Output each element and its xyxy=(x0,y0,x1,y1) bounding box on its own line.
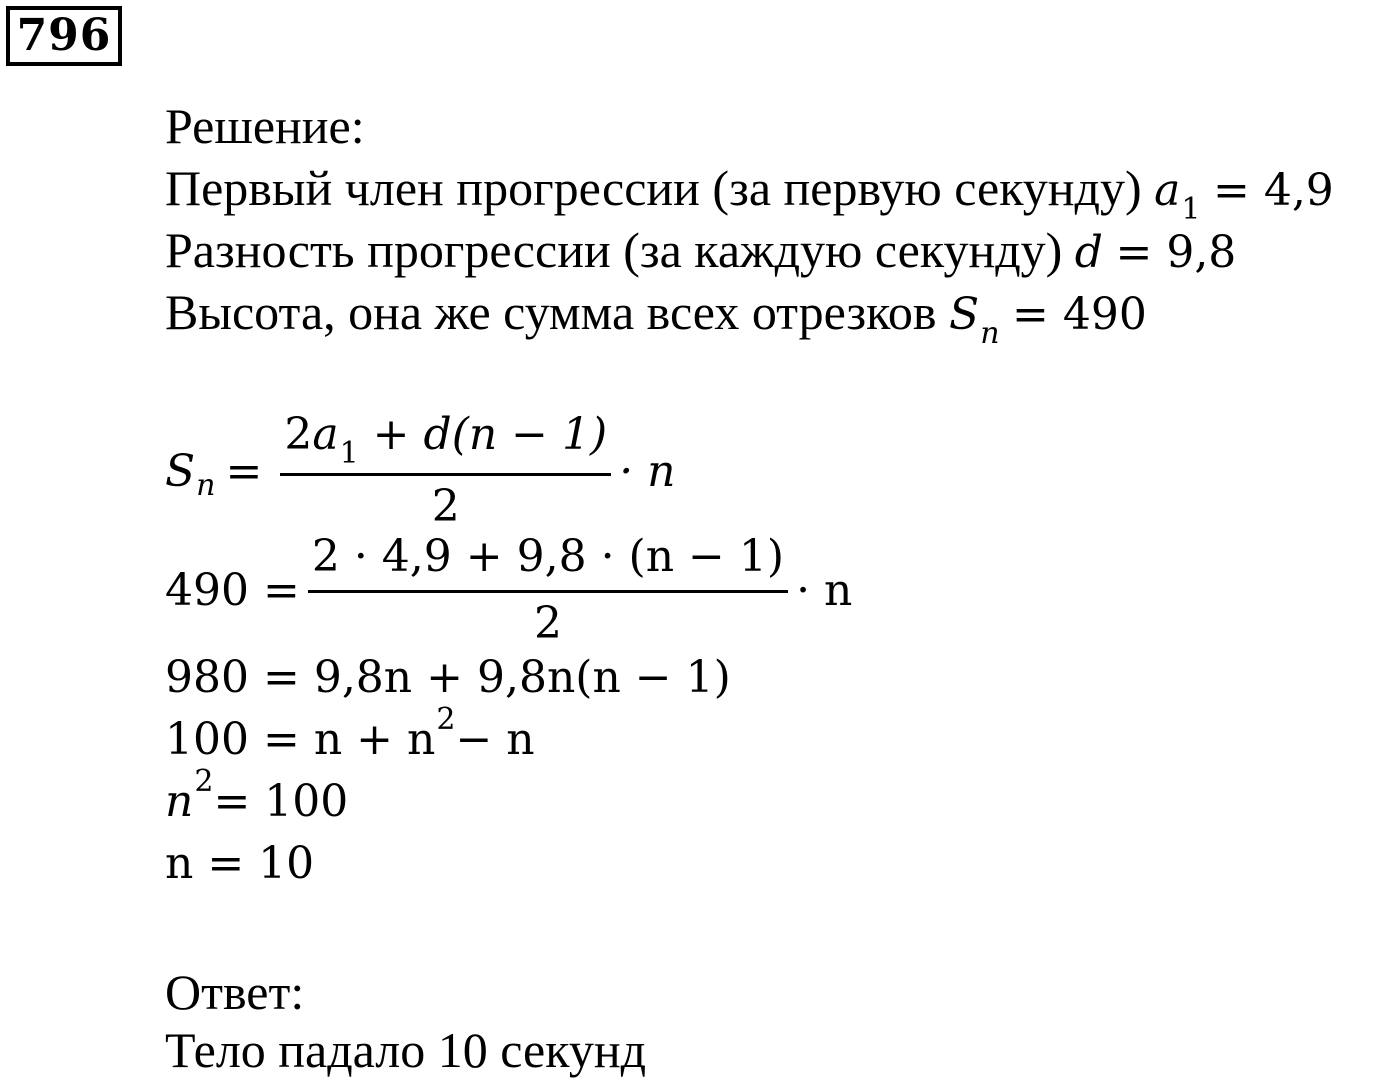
given-sum-value: = 490 xyxy=(1012,289,1147,340)
sum-formula xyxy=(165,408,676,534)
substituted-lhs: 490 = xyxy=(165,565,300,616)
given-sum-sub: n xyxy=(980,316,1000,351)
substituted-denominator: 2 xyxy=(533,598,562,649)
given-sum xyxy=(165,282,1147,350)
given-difference-text: Разность прогрессии (за каждую секунду) xyxy=(165,222,1075,278)
given-first-term-var: a xyxy=(1154,165,1181,216)
substituted-fraction xyxy=(308,530,788,651)
given-first-term xyxy=(165,158,1334,226)
given-sum-var: S xyxy=(949,289,980,340)
step-post: − n xyxy=(455,714,535,765)
given-difference-value: = 9,8 xyxy=(1115,227,1237,278)
formula-lhs-sub: n xyxy=(196,467,216,503)
given-difference-var: d xyxy=(1074,227,1103,278)
formula-num-var: a xyxy=(312,409,339,460)
given-difference xyxy=(165,220,1236,283)
answer-label: Ответ: xyxy=(165,964,305,1020)
answer-text: Тело падало 10 секунд xyxy=(165,1022,647,1078)
formula-denominator: 2 xyxy=(431,481,460,532)
step-line xyxy=(165,652,731,703)
step-sup: 2 xyxy=(436,702,456,737)
formula-lhs-var: S xyxy=(165,445,196,497)
substituted-tail: · n xyxy=(796,565,853,616)
given-sum-text: Высота, она же сумма всех отрезков xyxy=(165,284,950,340)
problem-number-box: 796 xyxy=(6,6,122,66)
step-text: n = 10 xyxy=(165,838,315,889)
substituted-equation xyxy=(165,530,852,651)
step-text: 980 = 9,8n + 9,8n(n − 1) xyxy=(165,652,731,703)
solution-label: Решение: xyxy=(165,98,365,154)
formula-fraction xyxy=(280,408,611,534)
given-first-term-value: = 4,9 xyxy=(1212,165,1334,216)
formula-equals: = xyxy=(225,445,263,497)
substituted-numerator: 2 · 4,9 + 9,8 · (n − 1) xyxy=(308,530,788,593)
step-line xyxy=(165,764,349,827)
given-first-term-sub: 1 xyxy=(1181,192,1201,227)
formula-num-sub: 1 xyxy=(339,436,359,471)
formula-num-rest: + d(n − 1) xyxy=(358,409,608,460)
step-pre: 100 = n + n xyxy=(165,714,436,765)
step-line xyxy=(165,702,535,765)
step-post: = 100 xyxy=(213,776,349,827)
formula-numerator xyxy=(280,408,611,476)
formula-tail: · n xyxy=(619,445,676,497)
step-pre: n xyxy=(165,776,194,827)
given-first-term-text: Первый член прогрессии (за первую секунду) xyxy=(165,160,1155,216)
step-sup: 2 xyxy=(194,764,214,799)
step-line xyxy=(165,838,314,889)
formula-num-coef: 2 xyxy=(284,409,313,460)
